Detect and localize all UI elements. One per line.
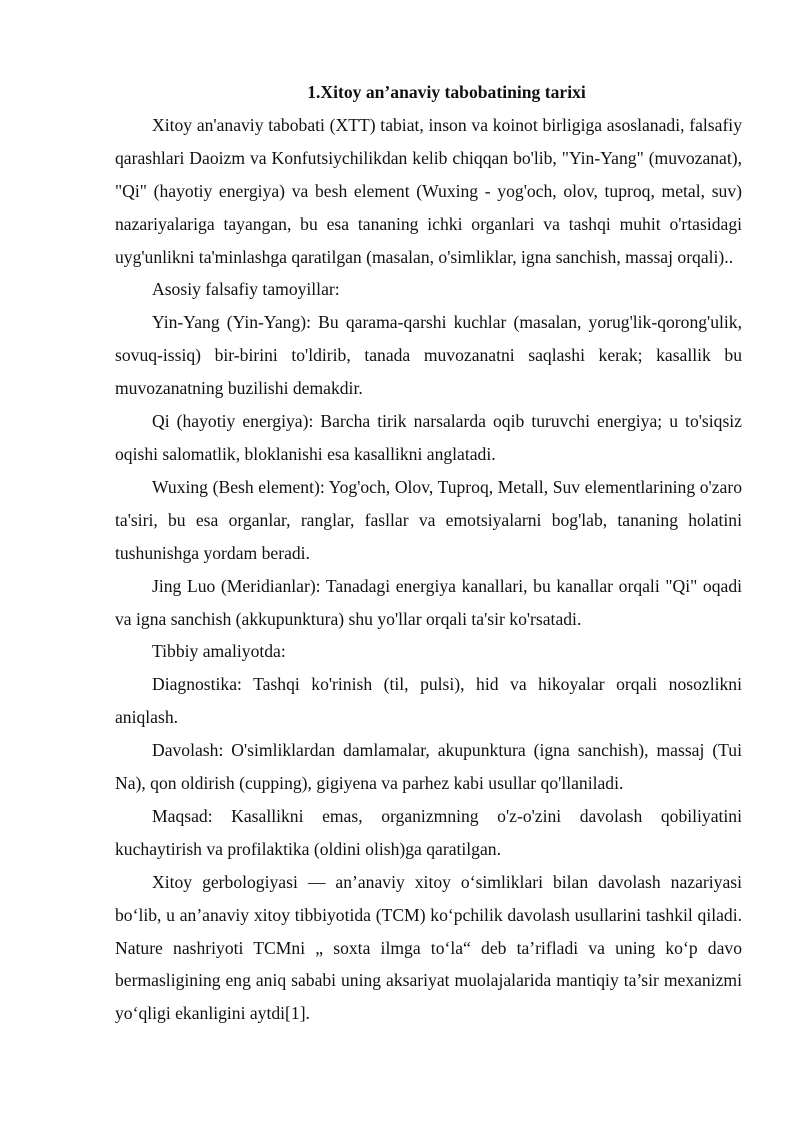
paragraph-practice-heading: Tibbiy amaliyotda:: [152, 641, 286, 662]
document-body: [115, 76, 742, 1030]
paragraph-herbology: Xitoy gerbologiyasi — an’anaviy xitoy o‘simliklari bilan davolash nazariyasi bo‘lib, u an’anaviy xitoy tibbiyotida (TCM) ko‘pchilik davolash usullarini tashkil qiladi. Nature nashriyoti TCMni „ soxta ilmga to‘la“ deb ta’rifladi va uning ko‘p davo bermasligining eng aniq sababi uning aksariyat muolajalarida mantiqiy ta’sir mexanizmi yo‘qligi ekanligini aytdi[1].: [115, 871, 742, 1024]
paragraph-diagnostics: Diagnostika: Tashqi ko'rinish (til, pulsi), hid va hikoyalar orqali nosozlikni aniqlash.: [115, 674, 742, 728]
paragraph-treatment: Davolash: O'simliklardan damlamalar, akupunktura (igna sanchish), massaj (Tui Na), qon oldirish (cupping), gigiyena va parhez kabi usullar qo'llaniladi.: [115, 740, 742, 794]
paragraph-goal: Maqsad: Kasallikni emas, organizmning o'z-o'zini davolash qobiliyatini kuchaytirish va profilaktika (oldini olish)ga qaratilgan.: [115, 805, 742, 859]
paragraph-qi: Qi (hayotiy energiya): Barcha tirik narsalarda oqib turuvchi energiya; u to'siqsiz oqishi salomatlik, bloklanishi esa kasallikni anglatadi.: [115, 411, 742, 464]
paragraph-yin-yang: Yin-Yang (Yin-Yang): Bu qarama-qarshi kuchlar (masalan, yorug'lik-qorong'ulik, sovuq-issiq) bir-birini to'ldirib, tanada muvozanatni saqlashi kerak; kasallik bu muvozanatning buzilishi demakdir.: [115, 312, 742, 399]
paragraph-principles-heading: Asosiy falsafiy tamoyillar:: [152, 279, 340, 300]
paragraph-wuxing: Wuxing (Besh element): Yog'och, Olov, Tuproq, Metall, Suv elementlarining o'zaro ta'siri, bu esa organlar, ranglar, fasllar va emotsiyalarni bog'lab, tananing holatini tushunishga yordam beradi.: [115, 476, 742, 563]
paragraph-intro: Xitoy an'anaviy tabobati (XTT) tabiat, inson va koinot birligiga asoslanadi, falsafiy qarashlari Daoizm va Konfutsiychilikdan kelib chiqqan bo'lib, "Yin-Yang" (muvozanat), "Qi" (hayotiy energiya) va besh element (Wuxing - yog'och, olov, tuproq, metal, suv) nazariyalariga tayangan, bu esa tananing ichki organlari va tashqi muhit o'rtasidagi uyg'unlikni ta'minlashga qaratilgan (masalan, o'simliklar, igna sanchish, massaj orqali)..: [115, 114, 742, 267]
page-title: 1.Xitoy an’anaviy tabobatining tarixi: [307, 82, 586, 102]
paragraph-jing-luo: Jing Luo (Meridianlar): Tanadagi energiya kanallari, bu kanallar orqali "Qi" oqadi va igna sanchish (akkupunktura) shu yo'llar orqali ta'sir ko'rsatadi.: [115, 575, 742, 629]
